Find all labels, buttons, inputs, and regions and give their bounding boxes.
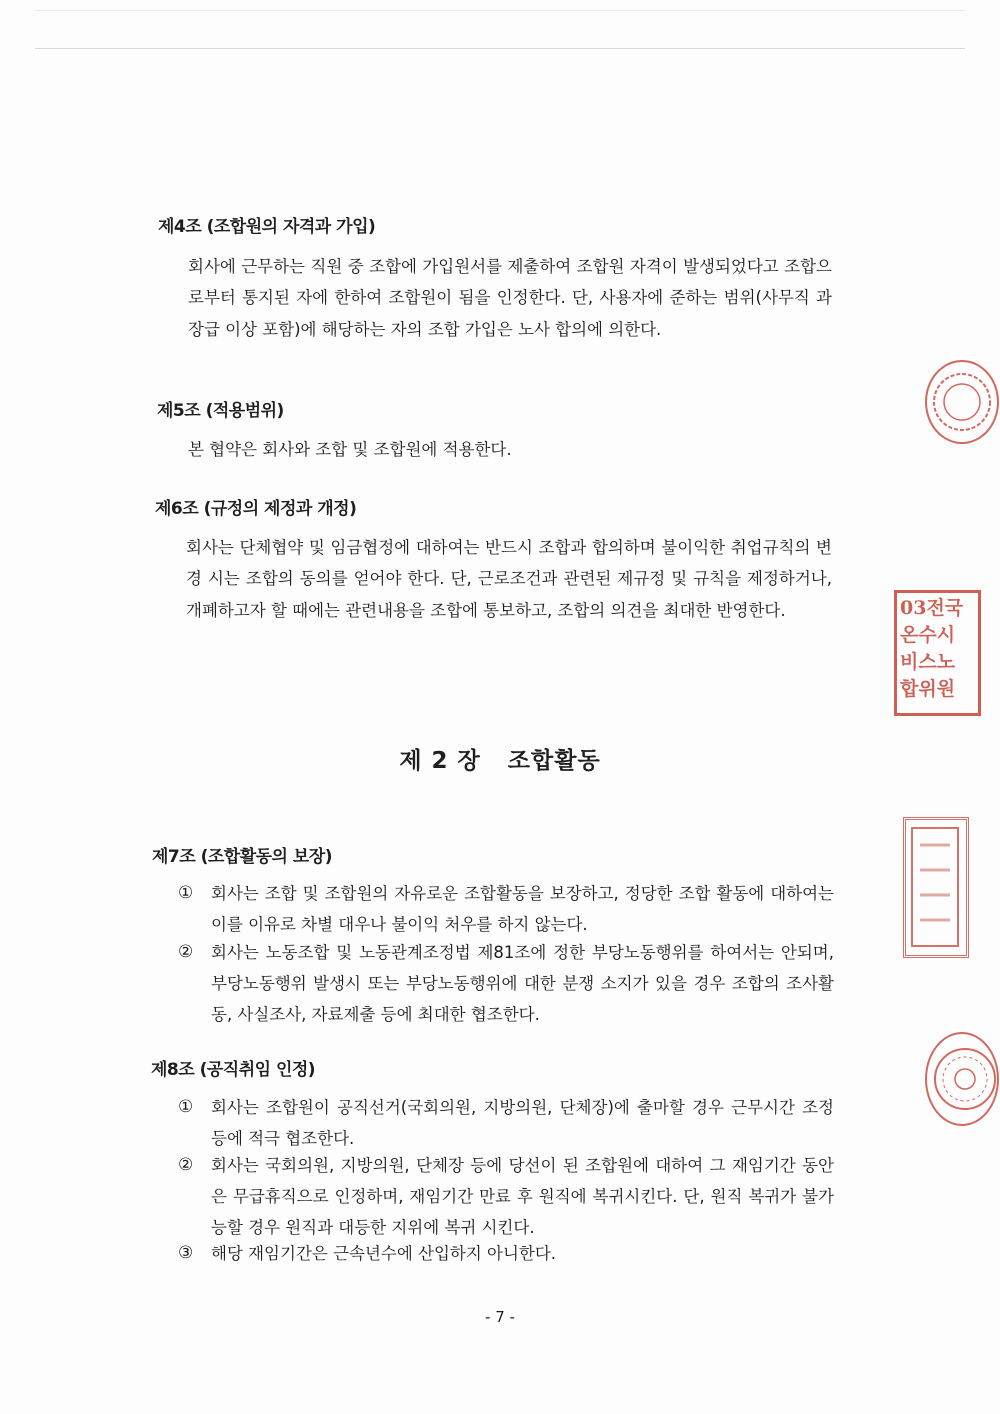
round-seal-stamp-lower	[925, 1032, 999, 1126]
article-7-item-2	[178, 937, 834, 1030]
item-text: 회사는 조합원이 공직선거(국회의원, 지방의원, 단체장)에 출마할 경우 근무시간 조정 등에 적극 협조한다.	[211, 1098, 834, 1148]
article-5-paragraph: 본 협약은 회사와 조합 및 조합원에 적용한다.	[188, 440, 512, 459]
seal-line: 03전국	[900, 597, 964, 619]
article-8-item-1	[178, 1092, 834, 1154]
article-8-item-2	[178, 1150, 834, 1243]
article-6-title: 제6조 (규정의 제정과 개정)	[155, 499, 357, 519]
article-7-title: 제7조 (조합활동의 보장)	[152, 847, 333, 867]
item-number: ①	[178, 883, 194, 903]
scan-artifact-line	[35, 48, 965, 49]
seal-line: 합위원	[900, 678, 956, 700]
item-text: 회사는 노동조합 및 노동관계조정법 제81조에 정한 부당노동행위를 하여서는 안되며, 부당노동행위 발생시 또는 부당노동행위에 대한 분쟁 소지가 있을 경우 조합의 조사활동, 사실조사, 자료제출 등에 최대한 협조한다.	[211, 943, 834, 1024]
item-text: 회사는 국회의원, 지방의원, 단체장 등에 당선이 된 조합원에 대하여 그 재임기간 동안은 무급휴직으로 인정하며, 재임기간 만료 후 원직에 복귀시킨다. 단, 원직 복귀가 불가능할 경우 원직과 대등한 지위에 복귀 시킨다.	[211, 1156, 834, 1237]
article-4-paragraph: 회사에 근무하는 직원 중 조합에 가입원서를 제출하여 조합원 자격이 발생되었다고 조합으로부터 통지된 자에 한하여 조합원이 됨을 인정한다. 단, 사용자에 준하는 범위(사무직 과장급 이상 포함)에 해당하는 자의 조합 가입은 노사 합의에 의한다.	[188, 257, 832, 339]
article-6-paragraph: 회사는 단체협약 및 임금협정에 대하여는 반드시 조합과 합의하며 불이익한 취업규칙의 변경 시는 조합의 동의를 얻어야 한다. 단, 근로조건과 관련된 제규정 및 규칙을 제정하거나, 개폐하고자 할 때에는 관련내용을 조합에 통보하고, 조합의 의견을 최대한 반영한다.	[186, 538, 832, 620]
item-text: 해당 재임기간은 근속년수에 산입하지 아니한다.	[211, 1244, 557, 1263]
chapter-heading: 제 2 장 조합활동	[399, 748, 601, 774]
item-number: ②	[178, 1155, 194, 1175]
item-number: ③	[178, 1243, 194, 1263]
union-seal-stamp	[894, 590, 981, 716]
article-8-item-3	[178, 1238, 834, 1269]
item-number: ①	[178, 1097, 194, 1117]
page-number: - 7 -	[485, 1308, 515, 1326]
article-5-title: 제5조 (적용범위)	[157, 401, 284, 421]
seal-line: 비스노	[900, 651, 956, 673]
round-seal-stamp	[925, 360, 999, 444]
item-number: ②	[178, 942, 194, 962]
article-7-item-1	[178, 878, 834, 940]
item-text: 회사는 조합 및 조합원의 자유로운 조합활동을 보장하고, 정당한 조합 활동에 대하여는 이를 이유로 차별 대우나 불이익 처우를 하지 않는다.	[211, 884, 834, 934]
article-8-title: 제8조 (공직취임 인정)	[151, 1060, 316, 1080]
seal-line: 온수시	[900, 624, 956, 646]
square-seal-stamp	[903, 817, 969, 958]
scan-edge-line	[35, 10, 965, 11]
article-4-title: 제4조 (조합원의 자격과 가입)	[158, 217, 376, 237]
